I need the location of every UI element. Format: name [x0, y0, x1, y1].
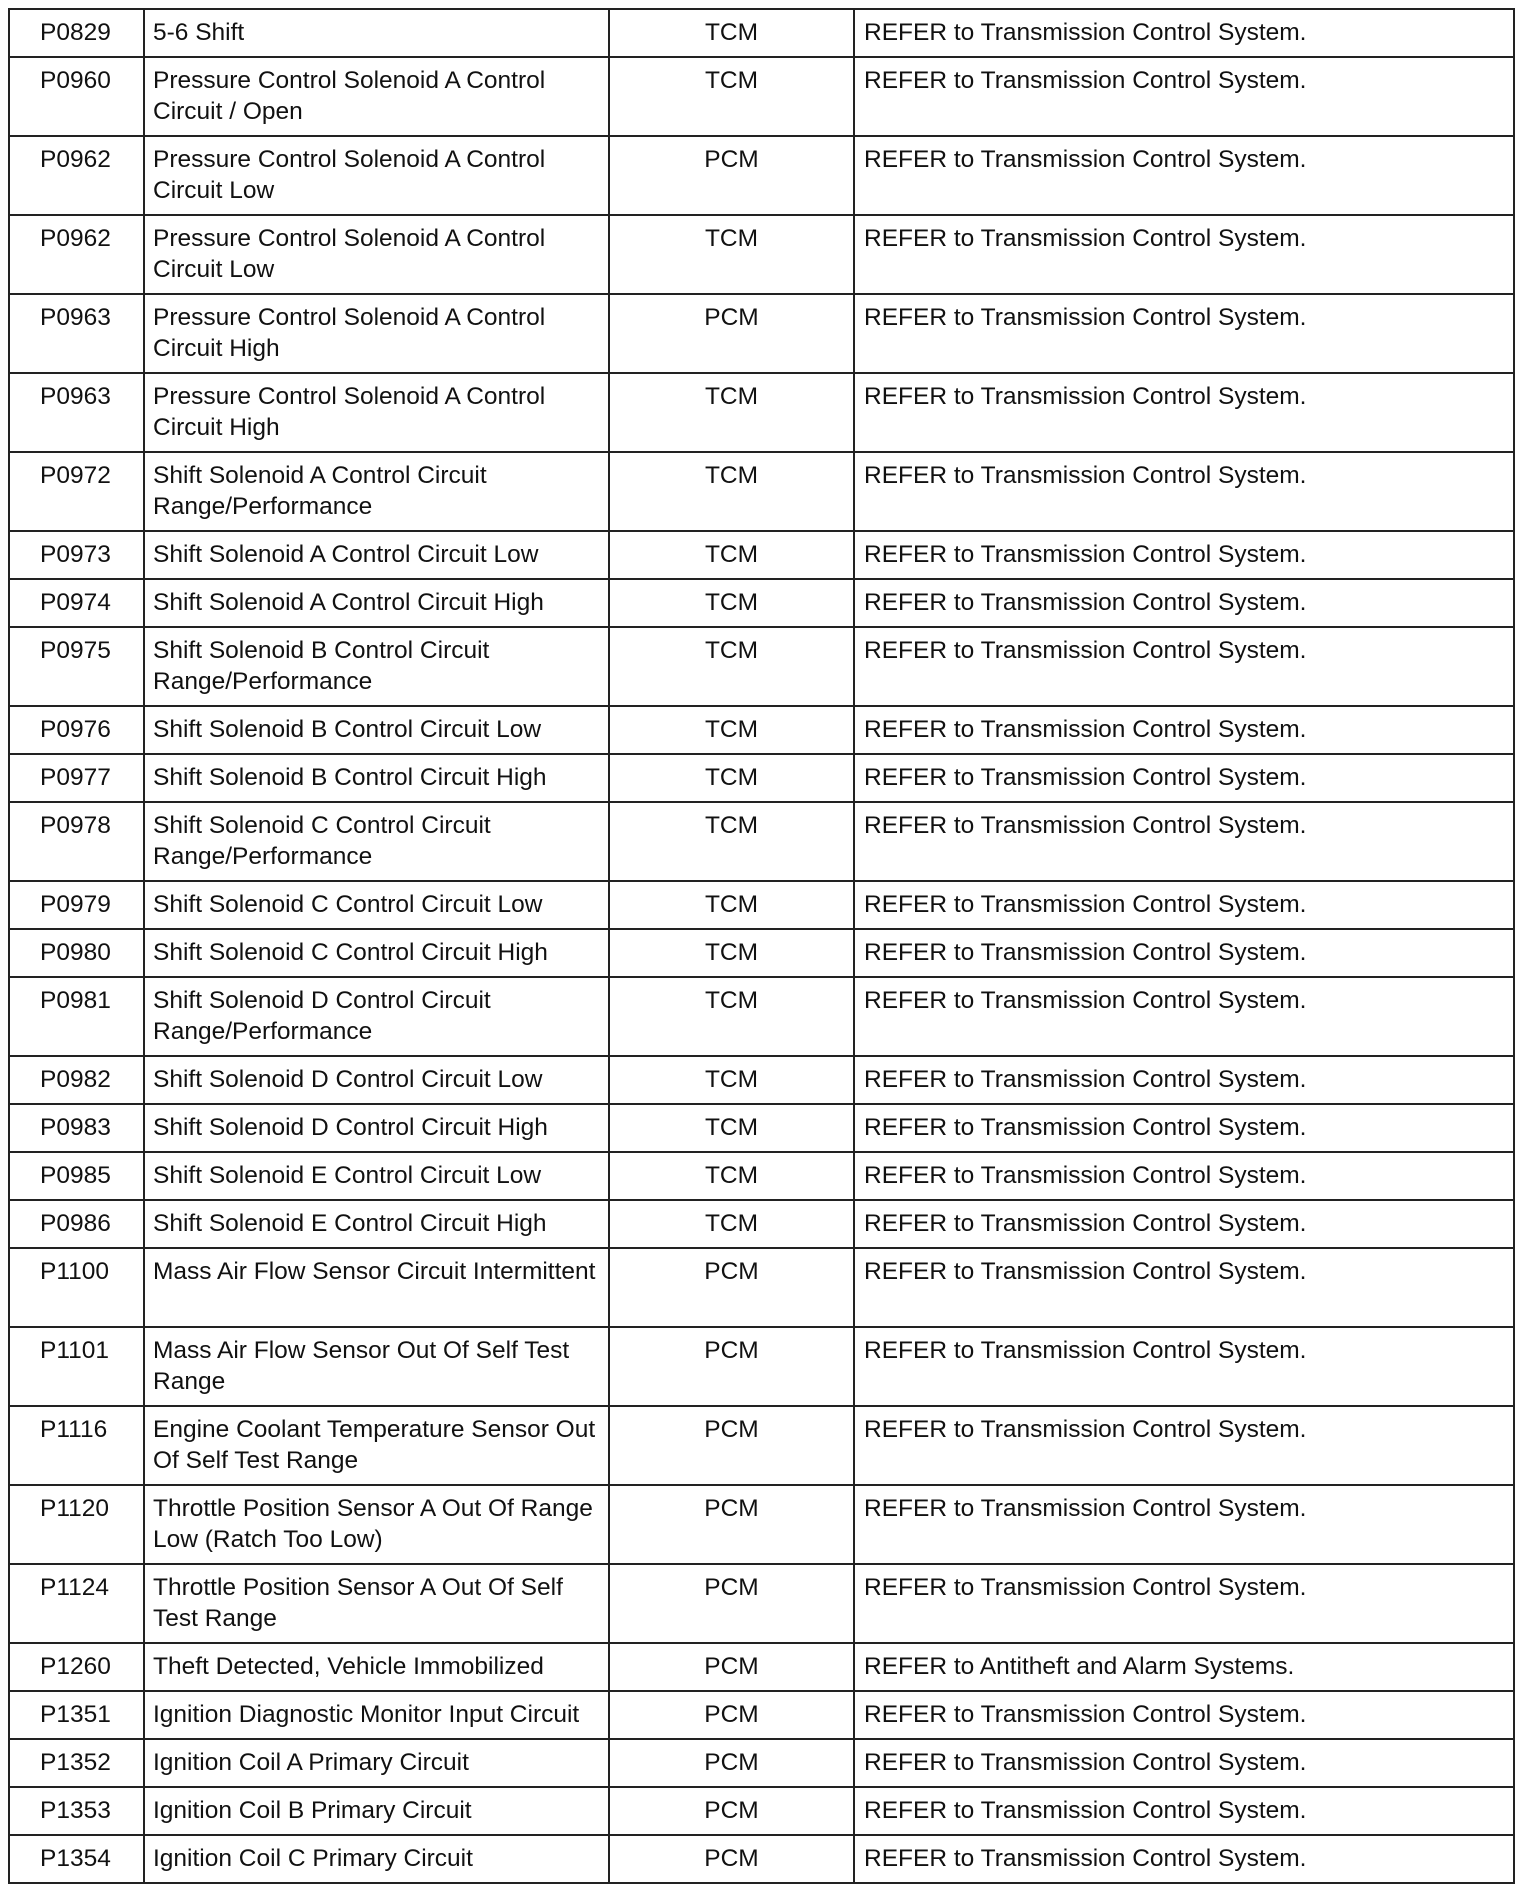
table-row: [9, 1327, 1514, 1406]
table-row: [9, 1835, 1514, 1883]
dtc-code: P0975: [9, 627, 144, 706]
dtc-code: P0976: [9, 706, 144, 754]
table-row: [9, 1643, 1514, 1691]
dtc-description: Shift Solenoid B Control Circuit Low: [144, 706, 609, 754]
dtc-code: P1260: [9, 1643, 144, 1691]
dtc-code: P0963: [9, 373, 144, 452]
table-row: [9, 1787, 1514, 1835]
dtc-description: Theft Detected, Vehicle Immobilized: [144, 1643, 609, 1691]
dtc-module: PCM: [609, 1406, 854, 1485]
dtc-module: TCM: [609, 373, 854, 452]
dtc-module: PCM: [609, 1643, 854, 1691]
dtc-description: Shift Solenoid A Control Circuit Low: [144, 531, 609, 579]
dtc-action: REFER to Transmission Control System.: [854, 579, 1514, 627]
dtc-module: TCM: [609, 977, 854, 1056]
dtc-code: P0974: [9, 579, 144, 627]
dtc-description: Shift Solenoid C Control Circuit High: [144, 929, 609, 977]
table-row: [9, 977, 1514, 1056]
dtc-action: REFER to Transmission Control System.: [854, 531, 1514, 579]
dtc-code: P0960: [9, 57, 144, 136]
table-row: [9, 1200, 1514, 1248]
dtc-code: P1124: [9, 1564, 144, 1643]
dtc-description: Ignition Coil C Primary Circuit: [144, 1835, 609, 1883]
dtc-description: Shift Solenoid E Control Circuit Low: [144, 1152, 609, 1200]
dtc-module: TCM: [609, 627, 854, 706]
dtc-action: REFER to Transmission Control System.: [854, 706, 1514, 754]
table-row: [9, 881, 1514, 929]
dtc-description: Throttle Position Sensor A Out Of Self Test Range: [144, 1564, 609, 1643]
dtc-code: P0983: [9, 1104, 144, 1152]
dtc-description: Shift Solenoid D Control Circuit Low: [144, 1056, 609, 1104]
dtc-code: P1120: [9, 1485, 144, 1564]
dtc-code: P0981: [9, 977, 144, 1056]
dtc-action: REFER to Transmission Control System.: [854, 9, 1514, 57]
dtc-action: REFER to Transmission Control System.: [854, 1152, 1514, 1200]
dtc-code: P0963: [9, 294, 144, 373]
dtc-description: Pressure Control Solenoid A Control Circuit Low: [144, 136, 609, 215]
dtc-description: Pressure Control Solenoid A Control Circuit High: [144, 294, 609, 373]
dtc-module: PCM: [609, 1787, 854, 1835]
dtc-table-body: [9, 9, 1514, 1883]
dtc-action: REFER to Transmission Control System.: [854, 1327, 1514, 1406]
table-row: [9, 9, 1514, 57]
dtc-module: TCM: [609, 9, 854, 57]
dtc-action: REFER to Transmission Control System.: [854, 627, 1514, 706]
table-row: [9, 754, 1514, 802]
table-row: [9, 1739, 1514, 1787]
dtc-module: TCM: [609, 452, 854, 531]
table-row: [9, 1691, 1514, 1739]
dtc-module: TCM: [609, 802, 854, 881]
dtc-description: Engine Coolant Temperature Sensor Out Of Self Test Range: [144, 1406, 609, 1485]
dtc-description: Shift Solenoid B Control Circuit Range/Performance: [144, 627, 609, 706]
dtc-code: P0962: [9, 215, 144, 294]
dtc-module: TCM: [609, 215, 854, 294]
dtc-code: P0982: [9, 1056, 144, 1104]
dtc-action: REFER to Transmission Control System.: [854, 1104, 1514, 1152]
dtc-code: P0986: [9, 1200, 144, 1248]
table-row: [9, 452, 1514, 531]
dtc-description: Mass Air Flow Sensor Circuit Intermittent: [144, 1248, 609, 1327]
dtc-action: REFER to Transmission Control System.: [854, 1691, 1514, 1739]
dtc-module: TCM: [609, 754, 854, 802]
dtc-description: Shift Solenoid A Control Circuit Range/Performance: [144, 452, 609, 531]
dtc-action: REFER to Transmission Control System.: [854, 452, 1514, 531]
dtc-code: P1354: [9, 1835, 144, 1883]
table-row: [9, 802, 1514, 881]
dtc-action: REFER to Transmission Control System.: [854, 373, 1514, 452]
dtc-code: P0985: [9, 1152, 144, 1200]
dtc-code: P1352: [9, 1739, 144, 1787]
dtc-module: TCM: [609, 881, 854, 929]
dtc-table: [8, 8, 1515, 1884]
dtc-action: REFER to Transmission Control System.: [854, 802, 1514, 881]
dtc-module: TCM: [609, 1200, 854, 1248]
dtc-module: TCM: [609, 1104, 854, 1152]
dtc-description: Shift Solenoid C Control Circuit Low: [144, 881, 609, 929]
dtc-action: REFER to Transmission Control System.: [854, 57, 1514, 136]
dtc-module: TCM: [609, 929, 854, 977]
dtc-module: TCM: [609, 57, 854, 136]
table-row: [9, 1104, 1514, 1152]
dtc-action: REFER to Transmission Control System.: [854, 754, 1514, 802]
dtc-action: REFER to Transmission Control System.: [854, 215, 1514, 294]
dtc-description: Shift Solenoid A Control Circuit High: [144, 579, 609, 627]
dtc-code: P0980: [9, 929, 144, 977]
table-row: [9, 57, 1514, 136]
dtc-action: REFER to Transmission Control System.: [854, 1787, 1514, 1835]
table-row: [9, 1056, 1514, 1104]
dtc-description: 5-6 Shift: [144, 9, 609, 57]
dtc-code: P0977: [9, 754, 144, 802]
table-row: [9, 579, 1514, 627]
dtc-module: PCM: [609, 1327, 854, 1406]
dtc-module: PCM: [609, 1485, 854, 1564]
table-row: [9, 1564, 1514, 1643]
dtc-description: Ignition Coil B Primary Circuit: [144, 1787, 609, 1835]
dtc-code: P1353: [9, 1787, 144, 1835]
table-row: [9, 531, 1514, 579]
dtc-module: TCM: [609, 1152, 854, 1200]
dtc-description: Shift Solenoid B Control Circuit High: [144, 754, 609, 802]
dtc-action: REFER to Transmission Control System.: [854, 1248, 1514, 1327]
table-row: [9, 1152, 1514, 1200]
dtc-description: Shift Solenoid D Control Circuit High: [144, 1104, 609, 1152]
dtc-code: P1116: [9, 1406, 144, 1485]
dtc-code: P0973: [9, 531, 144, 579]
dtc-description: Pressure Control Solenoid A Control Circuit Low: [144, 215, 609, 294]
dtc-action: REFER to Transmission Control System.: [854, 1485, 1514, 1564]
dtc-code: P0979: [9, 881, 144, 929]
table-row: [9, 373, 1514, 452]
table-row: [9, 1406, 1514, 1485]
dtc-action: REFER to Transmission Control System.: [854, 1200, 1514, 1248]
table-row: [9, 929, 1514, 977]
dtc-action: REFER to Transmission Control System.: [854, 136, 1514, 215]
dtc-module: PCM: [609, 136, 854, 215]
table-row: [9, 294, 1514, 373]
dtc-module: PCM: [609, 1739, 854, 1787]
dtc-module: PCM: [609, 1691, 854, 1739]
table-row: [9, 1485, 1514, 1564]
dtc-action: REFER to Transmission Control System.: [854, 977, 1514, 1056]
dtc-description: Ignition Diagnostic Monitor Input Circuit: [144, 1691, 609, 1739]
dtc-description: Throttle Position Sensor A Out Of Range Low (Ratch Too Low): [144, 1485, 609, 1564]
table-row: [9, 706, 1514, 754]
dtc-description: Mass Air Flow Sensor Out Of Self Test Range: [144, 1327, 609, 1406]
dtc-action: REFER to Transmission Control System.: [854, 881, 1514, 929]
dtc-code: P1101: [9, 1327, 144, 1406]
dtc-module: TCM: [609, 531, 854, 579]
dtc-action: REFER to Transmission Control System.: [854, 1564, 1514, 1643]
table-row: [9, 136, 1514, 215]
dtc-code: P1351: [9, 1691, 144, 1739]
table-row: [9, 215, 1514, 294]
dtc-code: P0962: [9, 136, 144, 215]
dtc-action: REFER to Antitheft and Alarm Systems.: [854, 1643, 1514, 1691]
dtc-code: P1100: [9, 1248, 144, 1327]
dtc-action: REFER to Transmission Control System.: [854, 1406, 1514, 1485]
dtc-module: TCM: [609, 706, 854, 754]
dtc-code: P0972: [9, 452, 144, 531]
dtc-module: PCM: [609, 1564, 854, 1643]
dtc-action: REFER to Transmission Control System.: [854, 929, 1514, 977]
dtc-action: REFER to Transmission Control System.: [854, 1739, 1514, 1787]
dtc-action: REFER to Transmission Control System.: [854, 1056, 1514, 1104]
dtc-module: PCM: [609, 294, 854, 373]
table-row: [9, 1248, 1514, 1327]
dtc-description: Shift Solenoid D Control Circuit Range/Performance: [144, 977, 609, 1056]
dtc-description: Ignition Coil A Primary Circuit: [144, 1739, 609, 1787]
dtc-code: P0829: [9, 9, 144, 57]
dtc-module: PCM: [609, 1248, 854, 1327]
dtc-module: TCM: [609, 579, 854, 627]
dtc-module: PCM: [609, 1835, 854, 1883]
dtc-description: Shift Solenoid C Control Circuit Range/Performance: [144, 802, 609, 881]
dtc-description: Shift Solenoid E Control Circuit High: [144, 1200, 609, 1248]
dtc-code: P0978: [9, 802, 144, 881]
table-row: [9, 627, 1514, 706]
dtc-module: TCM: [609, 1056, 854, 1104]
dtc-description: Pressure Control Solenoid A Control Circuit / Open: [144, 57, 609, 136]
dtc-action: REFER to Transmission Control System.: [854, 294, 1514, 373]
dtc-action: REFER to Transmission Control System.: [854, 1835, 1514, 1883]
dtc-description: Pressure Control Solenoid A Control Circuit High: [144, 373, 609, 452]
